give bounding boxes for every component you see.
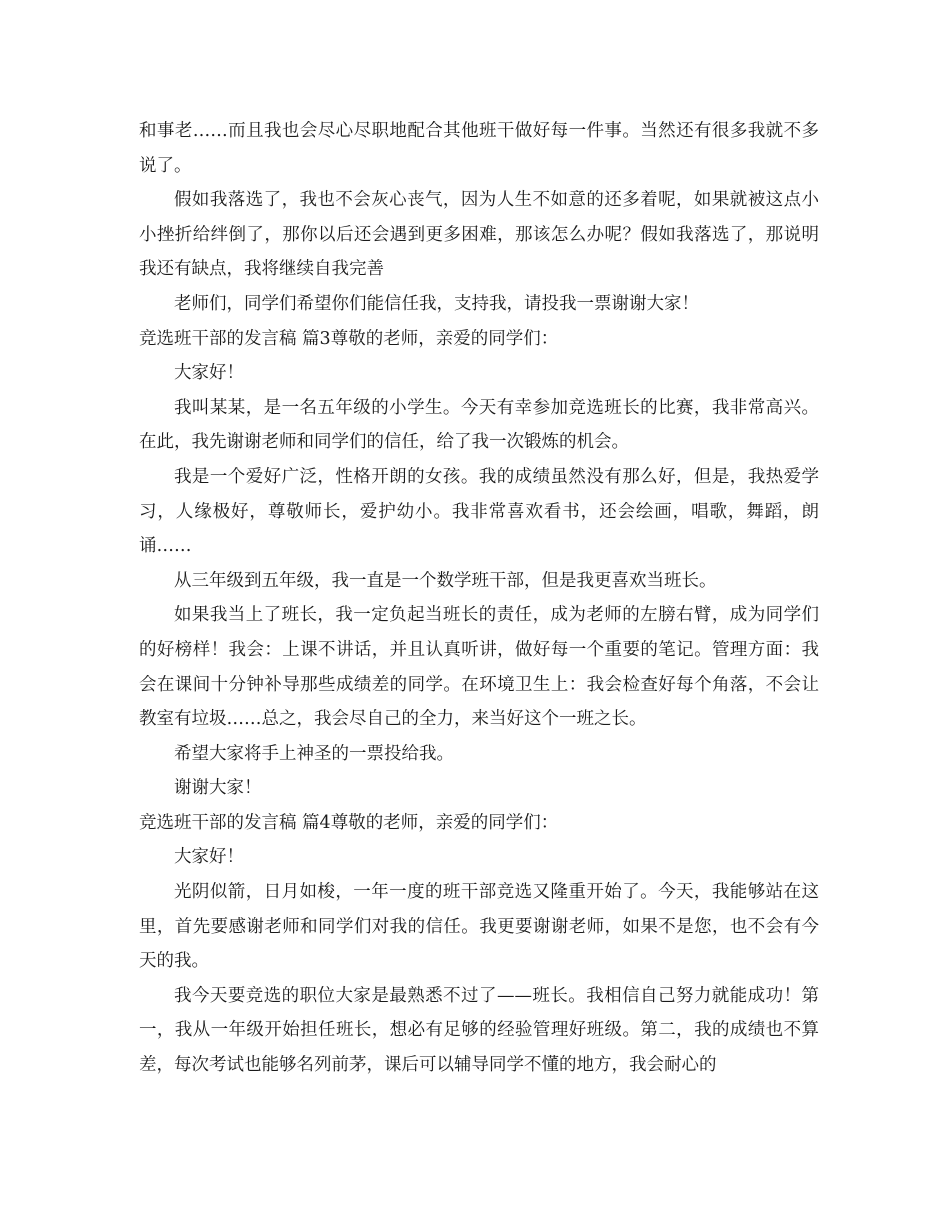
paragraph: 我今天要竞选的职位大家是最熟悉不过了——班长。我相信自己努力就能成功！第一，我从一年级开始担任班长，想必有足够的经验管理好班级。第二，我的成绩也不算差，每次考试也能够名列前茅，课后可以辅导同学不懂的地方，我会耐心的	[139, 985, 819, 1076]
paragraph: 大家好！	[174, 847, 244, 868]
section-heading: 竞选班干部的发言稿 篇4尊敬的老师，亲爱的同学们：	[139, 812, 559, 833]
paragraph: 假如我落选了，我也不会灰心丧气，因为人生不如意的还多着呢，如果就被这点小小挫折给绊倒了，那你以后还会遇到更多困难，那该怎么办呢？假如我落选了，那说明我还有缺点，我将继续自我完善	[139, 190, 819, 280]
paragraph: 我叫某某，是一名五年级的小学生。今天有幸参加竞选班长的比赛，我非常高兴。在此，我先谢谢老师和同学们的信任，给了我一次锻炼的机会。	[139, 397, 819, 453]
paragraph: 谢谢大家！	[174, 778, 262, 799]
paragraph: 我是一个爱好广泛，性格开朗的女孩。我的成绩虽然没有那么好，但是，我热爱学习，人缘极好，尊敬师长，爱护幼小。我非常喜欢看书，还会绘画，唱歌，舞蹈，朗诵……	[139, 466, 819, 557]
paragraph: 希望大家将手上神圣的一票投给我。	[174, 743, 454, 764]
paragraph: 如果我当上了班长，我一定负起当班长的责任，成为老师的左膀右臂，成为同学们的好榜样！我会：上课不讲话，并且认真听讲，做好每一个重要的笔记。管理方面：我会在课间十分钟补导那些成绩差的同学。在环境卫生上：我会检查好每个角落，不会让教室有垃圾……总之，我会尽自己的全力，来当好这个一班之长。	[139, 605, 819, 730]
document-body	[139, 114, 819, 1083]
section-heading: 竞选班干部的发言稿 篇3尊敬的老师，亲爱的同学们：	[139, 328, 559, 349]
paragraph: 光阴似箭，日月如梭，一年一度的班干部竞选又隆重开始了。今天，我能够站在这里，首先要感谢老师和同学们对我的信任。我更要谢谢老师，如果不是您，也不会有今天的我。	[139, 882, 819, 972]
paragraph: 从三年级到五年级，我一直是一个数学班干部，但是我更喜欢当班长。	[174, 570, 717, 591]
paragraph: 大家好！	[174, 363, 244, 384]
paragraph: 和事老……而且我也会尽心尽职地配合其他班干做好每一件事。当然还有很多我就不多说了。	[139, 121, 819, 176]
paragraph: 老师们，同学们希望你们能信任我，支持我，请投我一票谢谢大家！	[174, 293, 699, 314]
